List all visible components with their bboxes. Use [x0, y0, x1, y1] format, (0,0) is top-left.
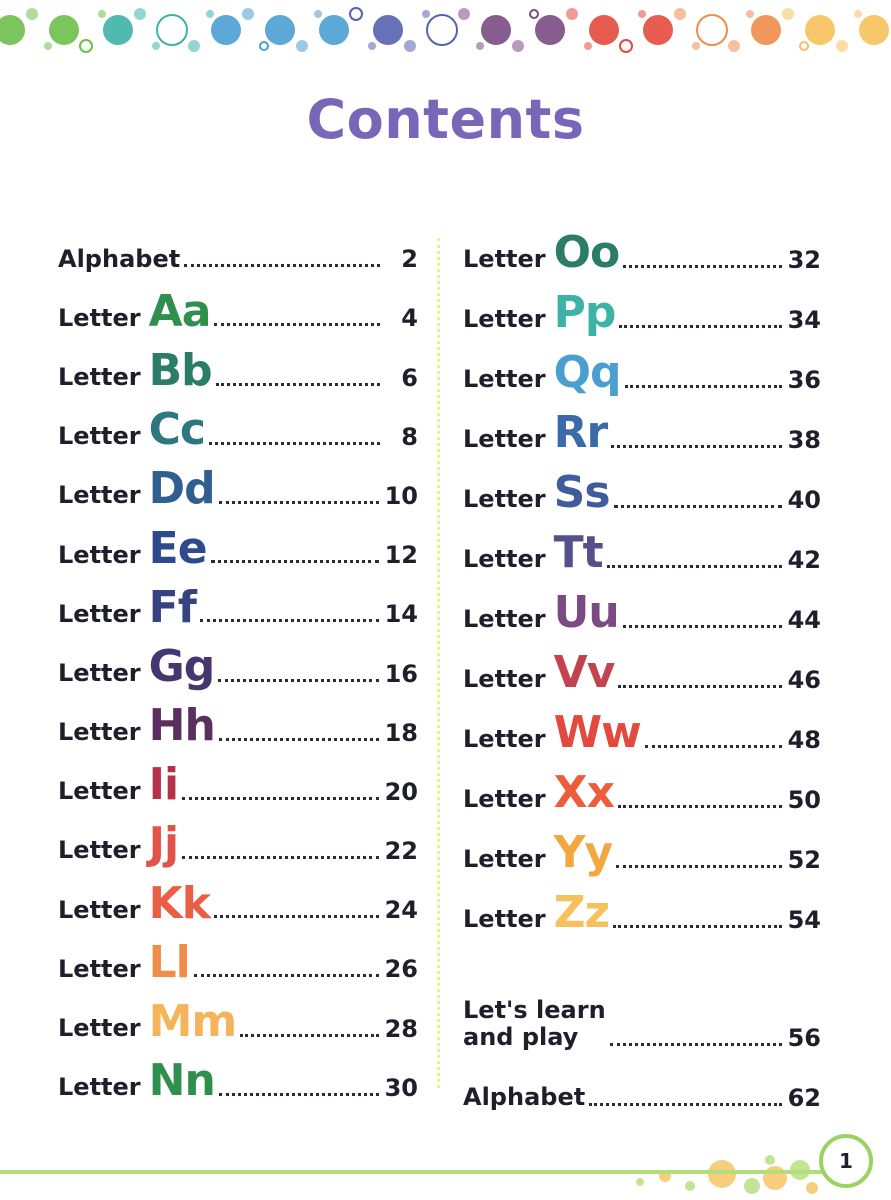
entry-letters: Mm — [148, 996, 237, 1048]
bottom-rule — [0, 1170, 830, 1174]
dot-leader — [218, 679, 378, 682]
dot-leader — [613, 925, 781, 928]
entry-letters: Vv — [553, 647, 615, 699]
dot-leader — [219, 501, 379, 504]
dot-leader — [623, 625, 782, 628]
dot-leader — [219, 738, 379, 741]
contents-entry[interactable] — [58, 1051, 418, 1110]
dot-leader — [589, 1103, 781, 1106]
contents-entry[interactable] — [463, 762, 821, 822]
entry-page-number: 36 — [787, 366, 821, 394]
entry-page-number: 56 — [787, 1024, 821, 1052]
dot-leader — [240, 1034, 378, 1037]
contents-entry[interactable] — [58, 991, 418, 1050]
contents-entry[interactable] — [463, 582, 821, 642]
decor-dot — [746, 10, 754, 18]
decor-dot — [782, 8, 794, 20]
contents-entry[interactable] — [58, 873, 418, 932]
decor-dot — [584, 42, 592, 50]
entry-page-number: 6 — [401, 363, 418, 392]
page-number-badge: 1 — [819, 1134, 873, 1188]
decor-dot — [134, 8, 146, 20]
entry-page-number: 26 — [384, 955, 418, 984]
entry-letters: Ee — [148, 522, 207, 574]
entry-page-number: 28 — [384, 1014, 418, 1043]
decor-dot — [535, 15, 565, 45]
dot-leader — [182, 856, 379, 859]
decor-dot — [458, 8, 470, 20]
entry-page-number: 50 — [787, 786, 821, 814]
decor-dot — [49, 15, 79, 45]
entry-letters: Oo — [553, 227, 620, 279]
dot-leader — [619, 325, 781, 328]
decor-dot — [854, 10, 862, 18]
entry-label: Alphabet — [58, 244, 181, 273]
decor-dot — [404, 40, 416, 52]
contents-entry[interactable] — [58, 932, 418, 991]
dot-leader — [616, 865, 781, 868]
contents-left-column — [58, 222, 418, 1110]
entry-page-number: 20 — [384, 777, 418, 806]
entry-label: Letter — [58, 1073, 141, 1102]
decor-dot — [296, 40, 308, 52]
contents-right-column — [463, 222, 821, 1120]
entry-page-number: 32 — [787, 246, 821, 274]
decor-dot — [265, 15, 295, 45]
entry-label: Letter — [463, 665, 546, 694]
decor-dot — [319, 15, 349, 45]
decor-dot — [481, 15, 511, 45]
entry-page-number: 10 — [384, 481, 418, 510]
dot-leader — [211, 560, 379, 563]
entry-label: Letter — [463, 545, 546, 574]
entry-page-number: 24 — [384, 896, 418, 925]
decor-dot — [512, 40, 524, 52]
dot-leader — [618, 685, 781, 688]
entry-label: Letter — [58, 422, 141, 451]
entry-page-number: 2 — [401, 245, 418, 274]
entry-letters: Uu — [553, 587, 619, 639]
entry-letters: Kk — [148, 877, 210, 929]
contents-entry-alphabet-end[interactable] — [463, 1060, 821, 1120]
entry-page-number: 40 — [787, 486, 821, 514]
decor-dot — [373, 15, 403, 45]
decor-dot — [188, 40, 200, 52]
entry-page-number: 46 — [787, 666, 821, 694]
decor-dot — [242, 8, 254, 20]
dot-leader — [214, 323, 380, 326]
entry-label: Letter — [58, 1014, 141, 1043]
contents-entry[interactable] — [58, 577, 418, 636]
decor-dot — [476, 42, 484, 50]
bottom-dot-border — [0, 1130, 891, 1200]
dot-leader — [623, 265, 781, 268]
dot-leader — [610, 1043, 782, 1046]
contents-entry[interactable] — [463, 522, 821, 582]
decor-dot — [566, 8, 578, 20]
entry-page-number: 62 — [787, 1084, 821, 1112]
entry-label: Letter — [463, 785, 546, 814]
entry-label: Letter — [58, 954, 141, 983]
decor-dot — [836, 40, 848, 52]
decor-dot — [260, 42, 268, 50]
entry-letters: Ii — [148, 759, 179, 811]
entry-label: Letter — [58, 895, 141, 924]
entry-letters: Yy — [553, 827, 613, 879]
decor-dot — [751, 15, 781, 45]
entry-letters: Pp — [553, 287, 616, 339]
dot-leader — [645, 745, 782, 748]
entry-letters: Aa — [148, 285, 211, 337]
top-dot-border — [0, 0, 891, 70]
entry-label: Letter — [58, 658, 141, 687]
entry-letters: Ff — [148, 581, 196, 633]
decor-dot — [211, 15, 241, 45]
contents-entry[interactable] — [463, 342, 821, 402]
entry-label: Letter — [463, 305, 546, 334]
entry-label: Letter — [58, 777, 141, 806]
decor-dot — [638, 10, 646, 18]
decor-dot — [765, 1155, 775, 1165]
decor-dot — [636, 1178, 644, 1186]
contents-entry-learn-and-play[interactable] — [463, 942, 821, 1060]
decor-dot — [152, 42, 160, 50]
decor-dot — [422, 10, 430, 18]
entry-label-line1: Let's learn — [463, 995, 606, 1024]
contents-entry[interactable] — [58, 340, 418, 399]
contents-entry[interactable] — [463, 282, 821, 342]
decor-dot — [806, 1182, 818, 1194]
entry-letters: Ss — [553, 467, 610, 519]
entry-label: Letter — [58, 836, 141, 865]
entry-label: Letter — [463, 845, 546, 874]
decor-dot — [674, 8, 686, 20]
decor-dot — [805, 15, 835, 45]
dot-leader — [200, 619, 379, 622]
entry-page-number: 18 — [384, 718, 418, 747]
entry-page-number: 38 — [787, 426, 821, 454]
entry-page-number: 8 — [401, 422, 418, 451]
decor-dot — [350, 8, 362, 20]
decor-dot — [206, 10, 214, 18]
contents-entry[interactable] — [58, 814, 418, 873]
entry-page-number: 48 — [787, 726, 821, 754]
dot-leader — [214, 915, 379, 918]
entry-page-number: 30 — [384, 1073, 418, 1102]
decor-dot — [697, 15, 727, 45]
contents-entry[interactable] — [58, 636, 418, 695]
entry-label: Letter — [58, 540, 141, 569]
contents-entry[interactable] — [463, 642, 821, 702]
entry-label: Letter — [463, 245, 546, 274]
decor-dot — [103, 15, 133, 45]
contents-entry[interactable] — [58, 400, 418, 459]
decor-dot — [26, 8, 38, 20]
entry-label: Letter — [463, 485, 546, 514]
decor-dot — [643, 15, 673, 45]
dot-leader — [216, 383, 380, 386]
decor-dot — [314, 10, 322, 18]
entry-letters: Gg — [148, 640, 215, 692]
entry-label-line2: and play — [463, 1023, 579, 1052]
entry-label: Alphabet — [463, 1083, 586, 1112]
entry-page-number: 14 — [384, 600, 418, 629]
entry-letters: Qq — [553, 347, 621, 399]
entry-letters: Ll — [148, 936, 190, 988]
entry-label: Letter — [463, 725, 546, 754]
page-title: Contents — [306, 88, 585, 151]
entry-label: Letter — [58, 599, 141, 628]
contents-entry[interactable] — [463, 222, 821, 282]
decor-dot — [530, 10, 538, 18]
dot-leader — [618, 805, 782, 808]
decor-dot — [692, 42, 700, 50]
entry-page-number: 12 — [384, 541, 418, 570]
entry-letters: Bb — [148, 344, 212, 396]
contents-entry[interactable] — [463, 882, 821, 942]
entry-letters: Nn — [148, 1055, 215, 1107]
contents-entry[interactable] — [58, 755, 418, 814]
contents-entry[interactable] — [58, 222, 418, 281]
entry-letters: Ww — [553, 707, 641, 759]
decor-dot — [0, 15, 25, 45]
dot-leader — [184, 264, 380, 267]
column-divider — [437, 238, 440, 1088]
decor-dot — [157, 15, 187, 45]
decor-dot — [800, 42, 808, 50]
decor-dot — [44, 42, 52, 50]
entry-letters: Zz — [553, 887, 610, 939]
decor-dot — [589, 15, 619, 45]
decor-dot — [98, 10, 106, 18]
entry-letters: Dd — [148, 463, 215, 515]
contents-entry[interactable] — [463, 462, 821, 522]
decor-dot — [744, 1178, 760, 1194]
dot-leader — [194, 974, 379, 977]
entry-page-number: 16 — [384, 659, 418, 688]
entry-letters: Tt — [553, 527, 603, 579]
entry-label: Letter — [58, 303, 141, 332]
entry-label: Letter — [58, 481, 141, 510]
entry-page-number: 34 — [787, 306, 821, 334]
contents-entry[interactable] — [463, 822, 821, 882]
dot-leader — [611, 445, 781, 448]
decor-dot — [620, 40, 632, 52]
entry-letters: Hh — [148, 700, 215, 752]
entry-page-number: 22 — [384, 837, 418, 866]
decor-dot — [427, 15, 457, 45]
dot-leader — [182, 797, 379, 800]
dot-leader — [614, 505, 782, 508]
contents-entry[interactable] — [463, 402, 821, 462]
contents-entry[interactable] — [58, 518, 418, 577]
contents-entry[interactable] — [463, 702, 821, 762]
contents-entry[interactable] — [58, 459, 418, 518]
entry-label: Letter — [463, 605, 546, 634]
entry-letters: Xx — [553, 767, 614, 819]
decor-dot — [80, 40, 92, 52]
entry-label: Letter — [58, 718, 141, 747]
dot-leader — [607, 565, 782, 568]
decor-dot — [859, 15, 889, 45]
entry-label: Letter — [463, 365, 546, 394]
dot-leader — [209, 442, 380, 445]
decor-dot — [368, 42, 376, 50]
entry-letters: Rr — [553, 407, 608, 459]
entry-label: Letter — [463, 905, 546, 934]
decor-dot — [685, 1181, 695, 1191]
entry-letters: Cc — [148, 404, 206, 456]
entry-label: Letter — [58, 362, 141, 391]
entry-label: Letter — [463, 425, 546, 454]
entry-page-number: 52 — [787, 846, 821, 874]
entry-letters: Jj — [148, 818, 179, 870]
contents-entry[interactable] — [58, 696, 418, 755]
decor-dot — [728, 40, 740, 52]
dot-leader — [219, 1093, 379, 1096]
entry-page-number: 54 — [787, 906, 821, 934]
dot-leader — [625, 385, 782, 388]
contents-entry[interactable] — [58, 281, 418, 340]
entry-page-number: 4 — [401, 304, 418, 333]
entry-page-number: 44 — [787, 606, 821, 634]
entry-page-number: 42 — [787, 546, 821, 574]
decor-dot — [708, 1160, 736, 1188]
